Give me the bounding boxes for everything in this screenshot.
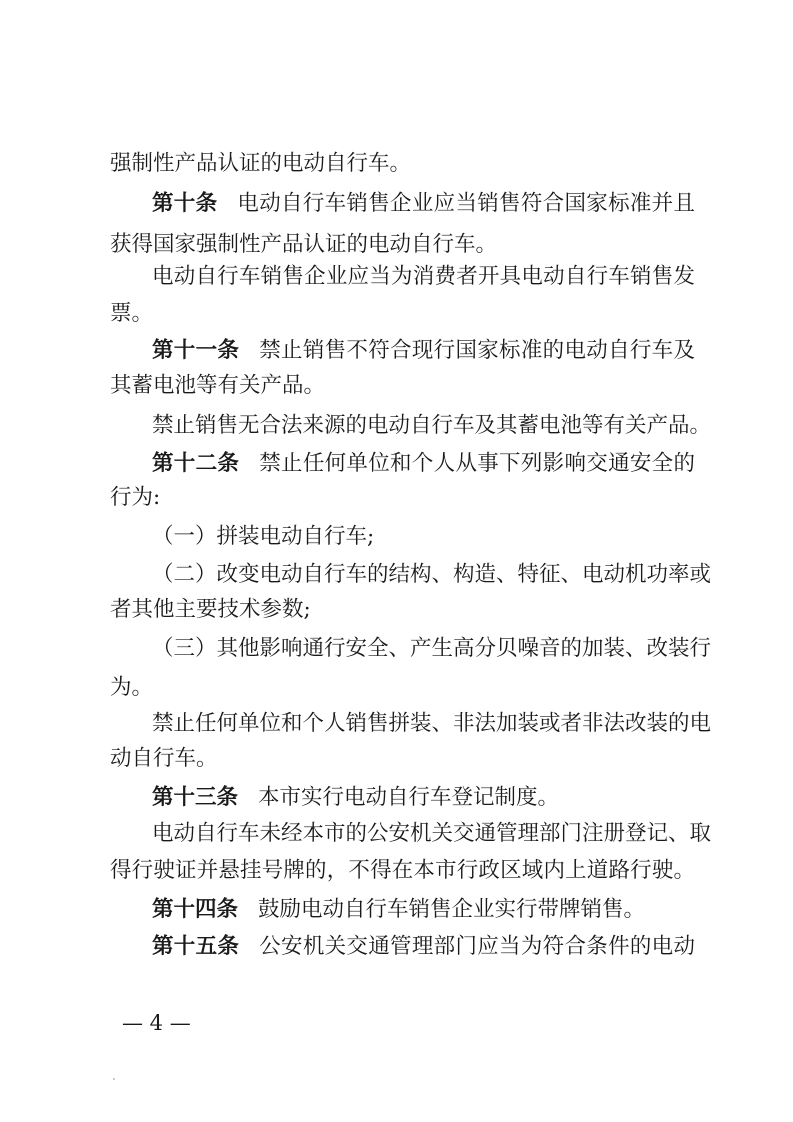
text-line: 行为: — [110, 485, 161, 510]
article-number: 第十三条 — [152, 785, 239, 810]
article-number: 第十二条 — [152, 451, 240, 476]
article-10-line: 第十条 电动自行车销售企业应当销售符合国家标准并且 — [152, 191, 695, 216]
article-number: 第十一条 — [152, 338, 240, 363]
article-number: 第十条 — [152, 191, 218, 216]
text-line: 禁止销售无合法来源的电动自行车及其蓄电池等有关产品。 — [152, 413, 712, 438]
article-12-line: 第十二条 禁止任何单位和个人从事下列影响交通安全的 — [152, 451, 695, 476]
scan-speck — [113, 1078, 115, 1080]
text-line: 票。 — [110, 301, 154, 326]
text-line: 得行驶证并悬挂号牌的，不得在本市行政区域内上道路行驶。 — [110, 858, 695, 883]
text-line: 强制性产品认证的电动自行车。 — [110, 151, 412, 176]
text-line: 电动自行车销售企业应当为消费者开具电动自行车销售发 — [152, 264, 695, 289]
text-line: 获得国家强制性产品认证的电动自行车。 — [110, 232, 498, 257]
list-item: （三）其他影响通行安全、产生高分贝噪音的加装、改装行 — [152, 636, 712, 661]
article-number: 第十四条 — [152, 897, 239, 922]
text-line: 动自行车。 — [110, 746, 218, 771]
text-line: 电动自行车未经本市的公安机关交通管理部门注册登记、取 — [152, 821, 712, 846]
article-15-line: 第十五条 公安机关交通管理部门应当为符合条件的电动 — [152, 934, 695, 959]
page-number: — 4 — — [122, 1011, 191, 1035]
article-number: 第十五条 — [152, 934, 240, 959]
article-13-line: 第十三条 本市实行电动自行车登记制度。 — [152, 785, 560, 810]
article-11-line: 第十一条 禁止销售不符合现行国家标准的电动自行车及 — [152, 338, 695, 363]
text-line: 禁止任何单位和个人销售拼装、非法加装或者非法改装的电 — [152, 711, 712, 736]
article-14-line: 第十四条 鼓励电动自行车销售企业实行带牌销售。 — [152, 897, 646, 922]
text-line: 其蓄电池等有关产品。 — [110, 373, 326, 398]
text-line: 者其他主要技术参数; — [110, 597, 311, 622]
list-item: （一）拼装电动自行车; — [152, 524, 375, 549]
text-line: 为。 — [110, 675, 154, 700]
list-item: （二）改变电动自行车的结构、构造、特征、电动机功率或 — [152, 562, 712, 587]
